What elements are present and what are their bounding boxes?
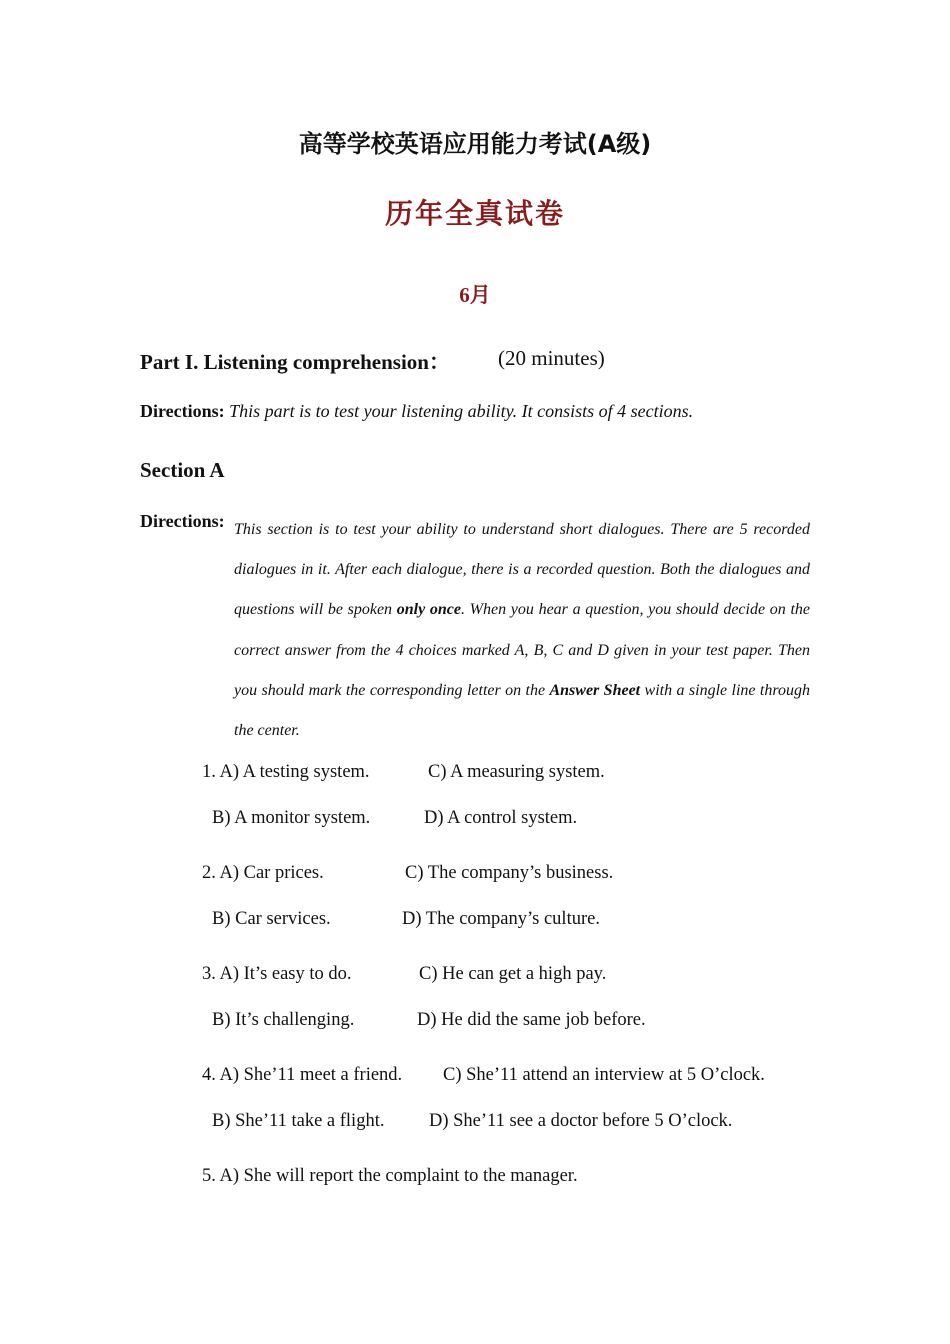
- q3-option-b: B) It’s challenging.: [212, 1010, 355, 1030]
- q4-option-c: C) She’11 attend an interview at 5 O’clock.: [443, 1065, 765, 1085]
- q4-option-a: 4. A) She’11 meet a friend.: [202, 1065, 403, 1085]
- dir-text-2: . When you hear a question, you should decide on the correct answer from the 4 choices marked A, B, C and D given in your test paper. Then you should mark the corresponding letter on the: [234, 601, 810, 699]
- directions-text: This part is to test your listening ability. It consists of 4 sections.: [224, 401, 694, 421]
- q1-option-d: D) A control system.: [424, 808, 578, 828]
- q4-option-b: B) She’11 take a flight.: [212, 1111, 385, 1131]
- q3-option-a: 3. A) It’s easy to do.: [202, 964, 352, 984]
- q2-option-a: 2. A) Car prices.: [202, 863, 324, 883]
- month-unit: 月: [469, 283, 491, 307]
- section-directions-text: [234, 510, 810, 751]
- q2-option-c: C) The company’s business.: [405, 863, 614, 883]
- section-directions-label: Directions:: [140, 511, 225, 531]
- q1-option-a: 1. A) A testing system.: [202, 762, 370, 782]
- dir-text-1: This section is to test your ability to understand short dialogues. There are 5 recorded dialogues in it. After each dialogue, there is a recorded question. Both the dialogues and questions will be spoken: [234, 521, 810, 619]
- q1-option-b: B) A monitor system.: [212, 808, 371, 828]
- q3-option-c: C) He can get a high pay.: [419, 964, 607, 984]
- q2-option-b: B) Car services.: [212, 909, 331, 929]
- month-number: 6: [459, 283, 470, 307]
- q5-option-a: 5. A) She will report the complaint to the manager.: [202, 1166, 578, 1186]
- part-heading: [140, 346, 605, 376]
- dir-text-3: with a single line through the center.: [234, 681, 811, 740]
- part-title: Part I. Listening comprehension：: [140, 350, 450, 374]
- q1-option-c: C) A measuring system.: [428, 762, 605, 782]
- part-directions: [140, 401, 693, 422]
- dir-emphasis-answer-sheet: Answer Sheet: [549, 681, 641, 699]
- q4-option-d: D) She’11 see a doctor before 5 O’clock.: [429, 1111, 733, 1131]
- directions-label: Directions:: [140, 401, 225, 421]
- dir-emphasis-only-once: only once: [396, 601, 461, 619]
- exam-month: [0, 279, 950, 309]
- q3-option-d: D) He did the same job before.: [417, 1010, 646, 1030]
- exam-subtitle: 历年全真试卷: [384, 197, 565, 230]
- part-time: (20 minutes): [498, 346, 605, 370]
- section-heading: Section A: [140, 458, 225, 482]
- q2-option-d: D) The company’s culture.: [402, 909, 600, 929]
- exam-title: 高等学校英语应用能力考试(A级): [298, 130, 652, 158]
